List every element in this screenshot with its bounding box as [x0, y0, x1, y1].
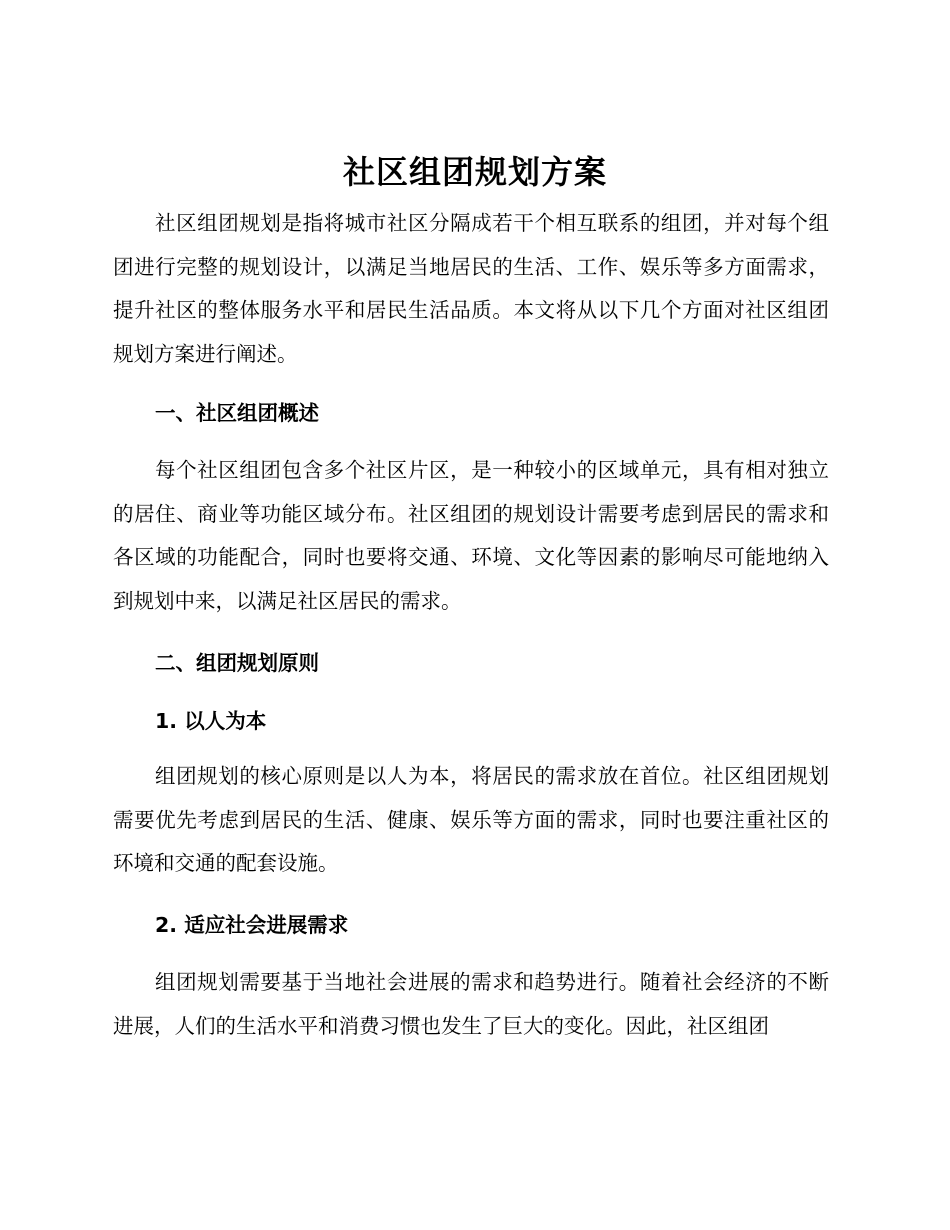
subsection-2-paragraph: 组团规划需要基于当地社会进展的需求和趋势进行。随着社会经济的不断进展，人们的生活水平和消费习惯也发生了巨大的变化。因此，社区组团	[113, 970, 829, 1038]
intro-paragraph: 社区组团规划是指将城市社区分隔成若干个相互联系的组团，并对每个组团进行完整的规划设计，以满足当地居民的生活、工作、娱乐等多方面需求，提升社区的整体服务水平和居民生活品质。本文将从以下几个方面对社区组团规划方案进行阐述。	[113, 211, 829, 366]
section-1-heading: 一、社区组团概述	[155, 401, 319, 425]
section-1-paragraph: 每个社区组团包含多个社区片区，是一种较小的区域单元，具有相对独立的居住、商业等功能区域分布。社区组团的规划设计需要考虑到居民的需求和各区域的功能配合，同时也要将交通、环境、文化等因素的影响尽可能地纳入到规划中来，以满足社区居民的需求。	[113, 458, 829, 613]
subsection-1-paragraph: 组团规划的核心原则是以人为本，将居民的需求放在首位。社区组团规划需要优先考虑到居民的生活、健康、娱乐等方面的需求，同时也要注重社区的环境和交通的配套设施。	[113, 764, 829, 875]
subsection-1-heading: 1. 以人为本	[155, 709, 267, 733]
subsection-2-heading: 2. 适应社会进展需求	[155, 913, 349, 937]
section-2-heading: 二、组团规划原则	[155, 651, 319, 675]
document-title: 社区组团规划方案	[342, 153, 607, 191]
